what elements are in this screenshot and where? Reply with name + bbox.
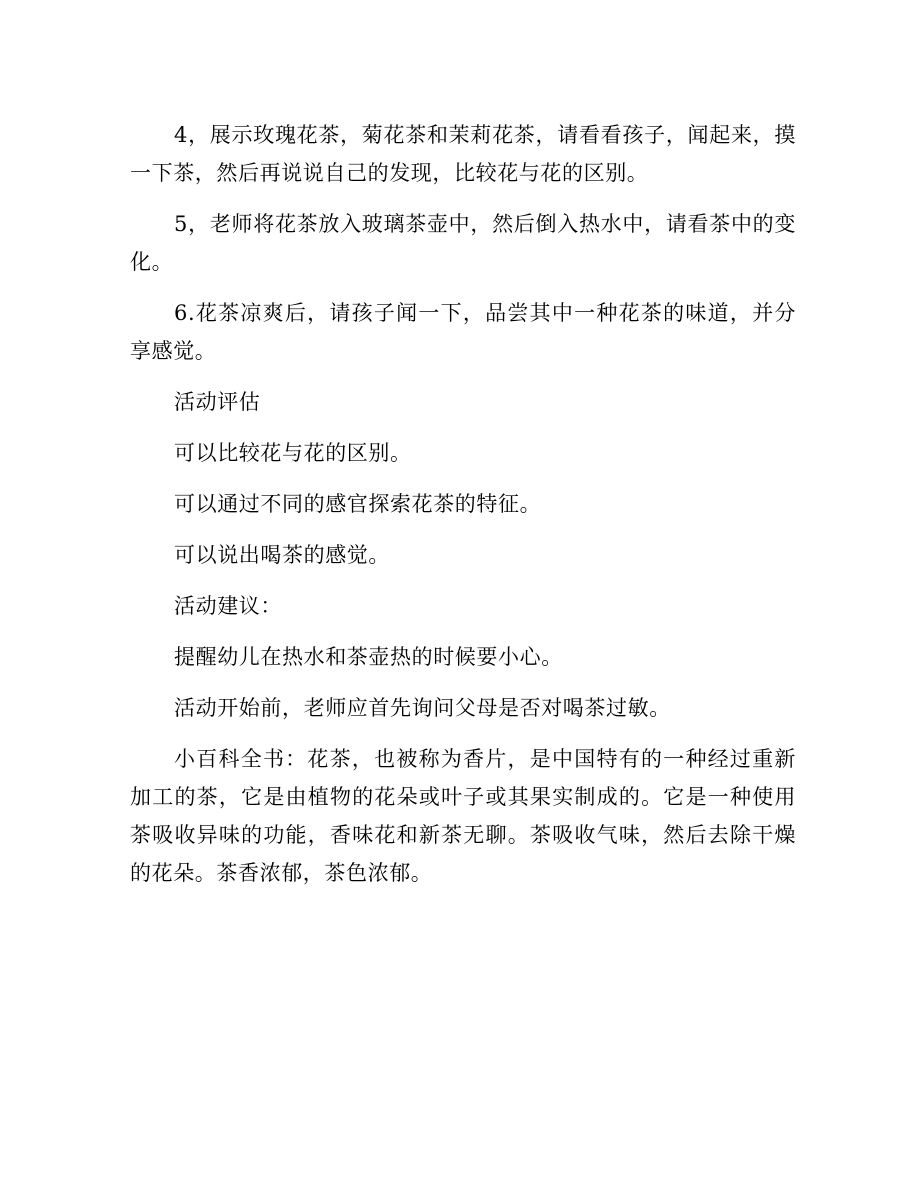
encyclopedia-paragraph: 小百科全书：花茶，也被称为香片，是中国特有的一种经过重新加工的茶，它是由植物的花朵或叶子或其果实制成的。它是一种使用茶吸收异味的功能，香味花和新茶无聊。茶吸收气味，然后去除干燥的花朵。茶香浓郁，茶色浓郁。	[130, 747, 796, 885]
document-body	[130, 116, 796, 905]
section-heading-suggestions: 活动建议：	[174, 594, 282, 618]
suggestion-item: 活动开始前，老师应首先询问父母是否对喝茶过敏。	[174, 696, 671, 720]
suggestion-item: 提醒幼儿在热水和茶壶热的时候要小心。	[174, 645, 563, 669]
paragraph-step-5: 5，老师将花茶放入玻璃茶壶中，然后倒入热水中，请看茶中的变化。	[130, 212, 796, 274]
section-heading-evaluation: 活动评估	[174, 390, 261, 414]
evaluation-item: 可以比较花与花的区别。	[174, 441, 412, 465]
paragraph-step-4: 4，展示玫瑰花茶，菊花茶和茉莉花茶，请看看孩子，闻起来，摸一下茶，然后再说说自己的发现，比较花与花的区别。	[130, 123, 796, 185]
evaluation-item: 可以通过不同的感官探索花茶的特征。	[174, 492, 542, 516]
evaluation-item: 可以说出喝茶的感觉。	[174, 543, 390, 567]
paragraph-step-6: 6.花茶凉爽后，请孩子闻一下，品尝其中一种花茶的味道，并分享感觉。	[130, 301, 796, 363]
